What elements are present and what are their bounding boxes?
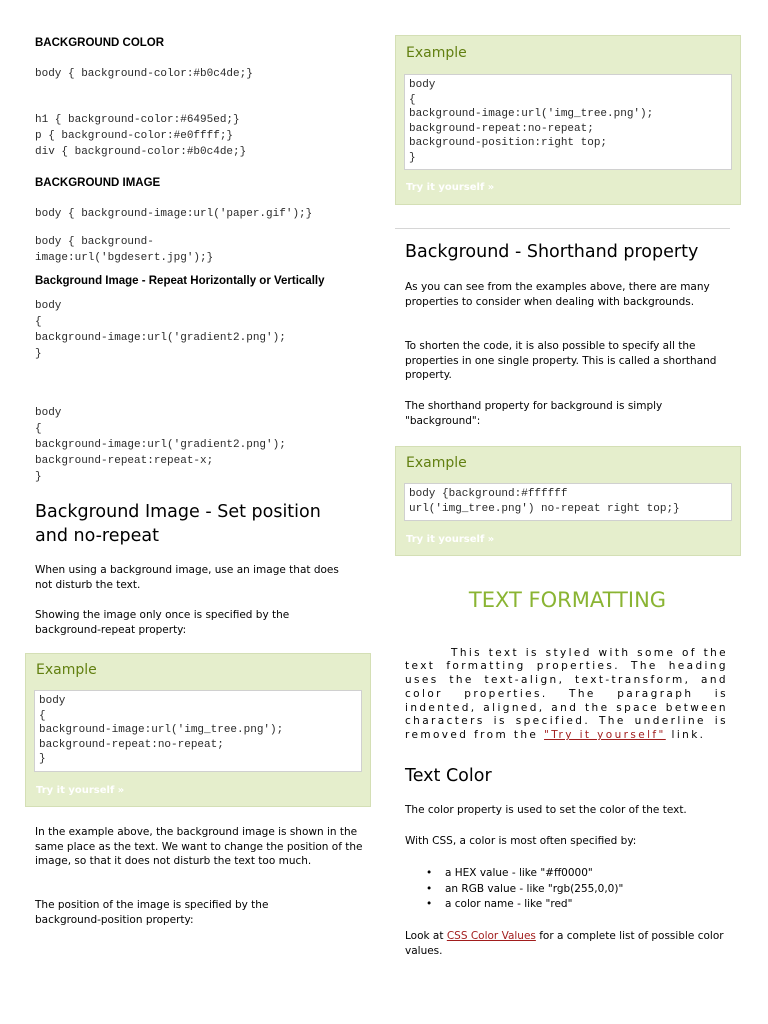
text-formatting-title: TEXT FORMATTING xyxy=(468,588,667,612)
look-at-paragraph xyxy=(405,929,735,958)
example-box-no-repeat xyxy=(25,653,371,807)
shorthand-heading: Background - Shorthand property xyxy=(405,242,699,262)
bg-color-code-body: body { background-color:#b0c4de;} xyxy=(35,68,253,80)
list-item: • an RGB value - like "rgb(255,0,0)" xyxy=(420,882,730,898)
bg-image-code-paper: body { background-image:url('paper.gif');} xyxy=(35,208,313,220)
bg-color-heading: BACKGROUND COLOR xyxy=(35,37,165,49)
look-at-suffix: for a complete list of possible color values. xyxy=(405,930,724,957)
list-item: • a HEX value - like "#ff0000" xyxy=(420,866,730,882)
position-paragraph-1: When using a background image, use an image that does not disturb the text. xyxy=(35,564,339,591)
example-code: body { background-image:url('img_tree.png'); background-repeat:no-repeat; background-position:right top; } xyxy=(404,74,732,170)
bg-image-heading: BACKGROUND IMAGE xyxy=(35,177,161,189)
example-title: Example xyxy=(36,662,97,678)
try-it-yourself-button[interactable]: Try it yourself » xyxy=(406,182,495,193)
example-box-shorthand xyxy=(395,446,741,556)
example-code: body {background:#ffffff url('img_tree.png') no-repeat right top;} xyxy=(404,483,732,521)
divider xyxy=(395,228,730,229)
text-color-paragraph-2: With CSS, a color is most often specified by: xyxy=(405,835,637,847)
example-title: Example xyxy=(406,455,467,471)
formatted-tail: link. xyxy=(665,729,706,742)
look-at-prefix: Look at xyxy=(405,930,447,942)
repeat-code-2: body { background-image:url('gradient2.png'); background-repeat:repeat-x; } xyxy=(35,407,286,483)
text-color-paragraph-1: The color property is used to set the color of the text. xyxy=(405,804,687,816)
after-example-paragraph-2: The position of the image is specified by the background-position property: xyxy=(35,899,269,926)
color-format-list xyxy=(420,866,730,913)
formatted-text: This text is styled with some of the text formatting properties. The heading uses the text-align, text-transform, and color properties. The paragraph is indented, aligned, and the space between characters is specified. The underline is removed from the xyxy=(405,646,728,742)
repeat-code-1: body { background-image:url('gradient2.png'); } xyxy=(35,300,286,360)
repeat-heading: Background Image - Repeat Horizontally or Vertically xyxy=(35,275,325,287)
bg-color-code-elements: h1 { background-color:#6495ed;} p { background-color:#e0ffff;} div { background-color:#b0c4de;} xyxy=(35,114,247,158)
bg-image-code-desert: body { background- image:url('bgdesert.jpg');} xyxy=(35,236,214,264)
after-example-paragraph-1: In the example above, the background image is shown in the same place as the text. We want to change the position of the image, so that it does not disturb the text too much. xyxy=(35,826,363,867)
position-heading: Background Image - Set position and no-repeat xyxy=(35,502,321,546)
position-paragraph-2: Showing the image only once is specified by the background-repeat property: xyxy=(35,609,290,636)
css-color-values-link[interactable]: CSS Color Values xyxy=(446,930,536,942)
text-color-heading: Text Color xyxy=(405,766,492,786)
try-it-yourself-link[interactable]: "Try it yourself" xyxy=(544,729,666,742)
shorthand-paragraph-3: The shorthand property for background is simply "background": xyxy=(405,400,663,427)
shorthand-paragraph-1: As you can see from the examples above, there are many properties to consider when dealing with backgrounds. xyxy=(405,281,710,308)
try-it-yourself-button[interactable]: Try it yourself » xyxy=(36,785,125,796)
example-box-position xyxy=(395,35,741,205)
example-code: body { background-image:url('img_tree.png'); background-repeat:no-repeat; } xyxy=(34,690,362,772)
example-title: Example xyxy=(406,45,467,61)
try-it-yourself-button[interactable]: Try it yourself » xyxy=(406,534,495,545)
list-item: • a color name - like "red" xyxy=(420,897,730,913)
formatted-paragraph xyxy=(405,647,728,744)
shorthand-paragraph-2: To shorten the code, it is also possible to specify all the properties in one single property. This is called a shorthand property. xyxy=(405,340,717,381)
